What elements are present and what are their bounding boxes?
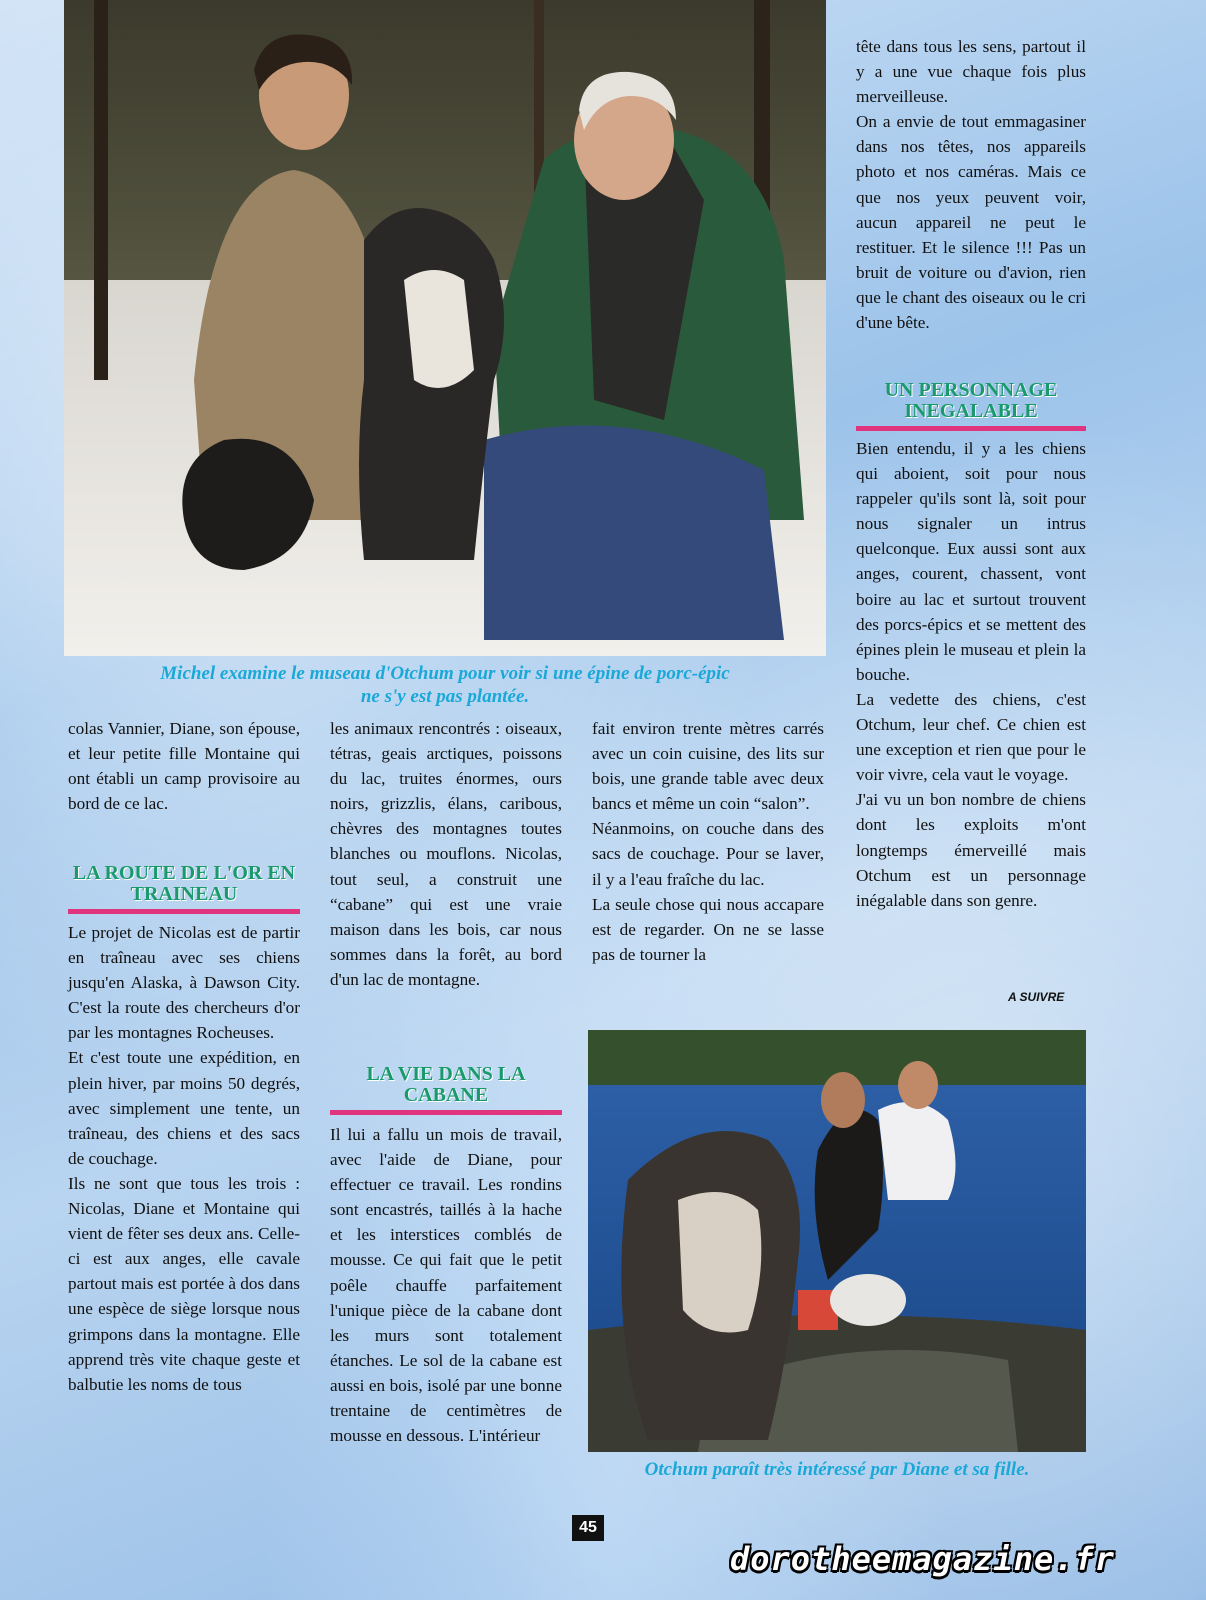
paragraph: Néanmoins, on couche dans des sacs de couchage. Pour se laver, il y a l'eau fraîche du lac. — [592, 819, 824, 889]
paragraph: Ils ne sont que tous les trois : Nicolas, Diane et Montaine qui vient de fêter ses deux ans. Celle-ci est aux anges, elle cavale partout mais est portée à dos dans une espèce de siège lorsque nous grimpons dans la montagne. Elle apprend très vite chaque geste et balbutie les noms de tous — [68, 1173, 300, 1394]
watermark-site: dorotheemagazine.fr — [730, 1540, 1116, 1578]
photo-caption-top: Michel examine le museau d'Otchum pour voir si une épine de porc-épic ne s'y est pas plantée. — [160, 663, 730, 707]
paragraph: On a envie de tout emmagasiner dans nos têtes, nos appareils photo et nos caméras. Mais ce que nos yeux peuvent voir, aucun appareil ne peut le restituer. Et le silence !!! Pas un bruit de voiture ou d'avion, rien que le chant des oiseaux ou le cri d'une bête. — [856, 112, 1086, 333]
page-number: 45 — [572, 1515, 604, 1541]
paragraph: Bien entendu, il y a les chiens qui aboient, soit pour nous rappeler qu'ils sont là, soit pour nous signaler un intrus quelconque. Eux aussi sont aux anges, courent, chassent, vont boire au lac et surtout trouvent des porcs-épics et se mettent des épines plein le museau et plein la bouche. — [856, 439, 1086, 684]
photo-men-with-husky — [64, 0, 826, 656]
paragraph: Et c'est toute une expédition, en plein hiver, par moins 50 degrés, avec simplement une tente, un traîneau, des chiens et des sacs de couchage. — [68, 1048, 300, 1168]
paragraph: La vedette des chiens, c'est Otchum, leur chef. Ce chien est une exception et rien que pour le voir vivre, cela vaut le voyage. — [856, 689, 1086, 785]
column-4-continued — [856, 436, 1086, 913]
column-4 — [856, 34, 1086, 335]
column-1 — [68, 716, 300, 816]
section-heading-route: LA ROUTE DE L'OR EN TRAINEAU — [72, 862, 296, 905]
column-2 — [330, 716, 562, 992]
photo-caption-bottom: Otchum paraît très intéressé par Diane et sa fille. — [644, 1459, 1030, 1480]
paragraph: colas Vannier, Diane, son épouse, et leur petite fille Montaine qui ont établi un camp provisoire au bord de ce lac. — [68, 719, 300, 814]
section-heading-vie: LA VIE DANS LA CABANE — [366, 1063, 526, 1106]
column-1-continued — [68, 920, 300, 1397]
paragraph: Il lui a fallu un mois de travail, avec l'aide de Diane, pour effectuer ce travail. Les rondins sont encastrés, taillés à la hache et les interstices comblés de mousse. Ce qui fait que le petit poêle chauffe parfaitement l'unique pièce de la cabane dont les murs sont totalement étanches. Le sol de la cabane est aussi en bois, isolé par une bonne trentaine de centimètres de mousse en dessous. L'intérieur — [330, 1125, 562, 1446]
a-suivre-label: A SUIVRE — [1008, 990, 1065, 1004]
column-2-continued — [330, 1122, 562, 1448]
photo-dog-woman-child-lake — [588, 1030, 1086, 1452]
paragraph: tête dans tous les sens, partout il y a une vue chaque fois plus merveilleuse. — [856, 37, 1086, 107]
section-heading-personnage: UN PERSONNAGE INEGALABLE — [884, 379, 1058, 422]
heading-underline — [856, 426, 1086, 431]
column-3 — [592, 716, 824, 967]
paragraph: La seule chose qui nous accapare est de regarder. On ne se lasse pas de tourner la — [592, 894, 824, 964]
paragraph: les animaux rencontrés : oiseaux, tétras, geais arctiques, poissons du lac, truites énormes, ours noirs, grizzlis, élans, caribous, chèvres des montagnes toutes blanches ou mouflons. Nicolas, tout seul, a construit une “cabane” qui est une vraie maison dans les bois, car nous sommes dans la forêt, au bord d'un lac de montagne. — [330, 719, 562, 989]
paragraph: Le projet de Nicolas est de partir en traîneau avec ses chiens jusqu'en Alaska, à Dawson City. C'est la route des chercheurs d'or par les montagnes Rocheuses. — [68, 923, 300, 1043]
heading-underline — [330, 1110, 562, 1115]
paragraph: J'ai vu un bon nombre de chiens dont les exploits m'ont longtemps émerveillé mais Otchum est un personnage inégalable dans son genre. — [856, 790, 1086, 910]
heading-underline — [68, 909, 300, 914]
paragraph: fait environ trente mètres carrés avec un coin cuisine, des lits sur bois, une grande table avec deux bancs et même un coin “salon”. — [592, 719, 824, 814]
